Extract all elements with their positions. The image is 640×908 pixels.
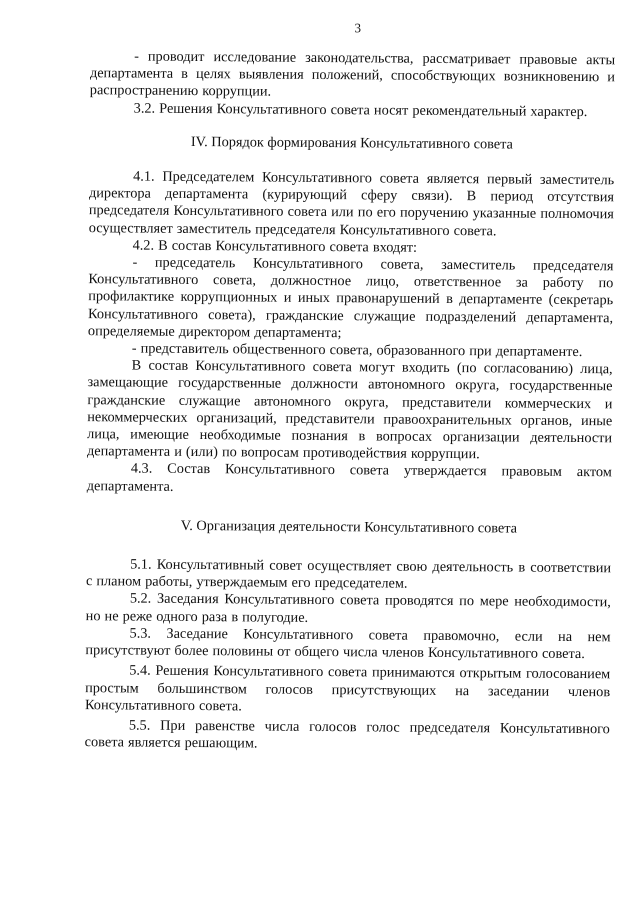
paragraph-4-1: 4.1. Председателем Консультативного совета является первый заместитель директора департамента (курирующий сферу связи). В период отсутствия председателя Консультативного совета или по его поручению указанные полномочия осуществляет заместитель председателя Консультативного совета.: [88, 168, 615, 240]
paragraph-4-3: 4.3. Состав Консультативного совета утверждается правовым актом департамента.: [86, 460, 612, 495]
paragraph-5-2: 5.2. Заседания Консультативного совета проводятся по мере необходимости, но не реже одного раза в полугодие.: [85, 590, 611, 626]
paragraph-5-1: 5.1. Консультативный совет осуществляет свою деятельность в соответствии с планом работы, утверждаемым его председателем.: [85, 556, 612, 592]
paragraph-3-1-continuation: - проводит исследование законодательства, рассматривает правовые акты департамента в целях выявления положений, способствующих возникновению и распространению коррупции.: [89, 48, 616, 101]
paragraph-5-5: 5.5. При равенстве числа голосов голос председателя Консультативного совета является решающим.: [84, 717, 610, 752]
page-number: 3: [354, 20, 362, 36]
paragraph-4-2-additional: В состав Консультативного совета могут входить (по согласованию) лица, замещающие государственные должности автономного округа, государственные гражданские служащие автономного округа, представители коммерческих и некоммерческих организаций, представители правоохранительных органов, иные лица, имеющие необходимые познания в вопросах организации деятельности департамента и (или) по вопросам противодействия коррупции.: [86, 357, 613, 463]
paragraph-4-2-item-1: - председатель Консультативного совета, заместитель председателя Консультативного совета, должностное лицо, ответственное за работу по профилактике коррупционных и иных правонарушений в департаменте (секретарь Консультативного совета), гражданские служащие подразделений департамента, определяемые директором департамента;: [87, 254, 614, 342]
paragraph-4-2-item-2: - представитель общественного совета, образованного при департаменте.: [131, 340, 583, 361]
section-4-title: IV. Порядок формирования Консультативного совета: [190, 133, 513, 153]
paragraph-4-2: 4.2. В состав Консультативного совета входят:: [132, 237, 418, 256]
paragraph-5-3: 5.3. Заседание Консультативного совета правомочно, если на нем присутствуют более половины от общего числа членов Консультативного совета.: [85, 625, 611, 663]
paragraph-5-4: 5.4. Решения Консультативного совета принимаются открытым голосованием простым большинством голосов присутствующих на заседании членов Консультативного совета.: [84, 662, 611, 715]
paragraph-3-2: 3.2. Решения Консультативного совета носят рекомендательный характер.: [133, 100, 588, 120]
section-5-title: V. Организация деятельности Консультативного совета: [180, 517, 518, 537]
